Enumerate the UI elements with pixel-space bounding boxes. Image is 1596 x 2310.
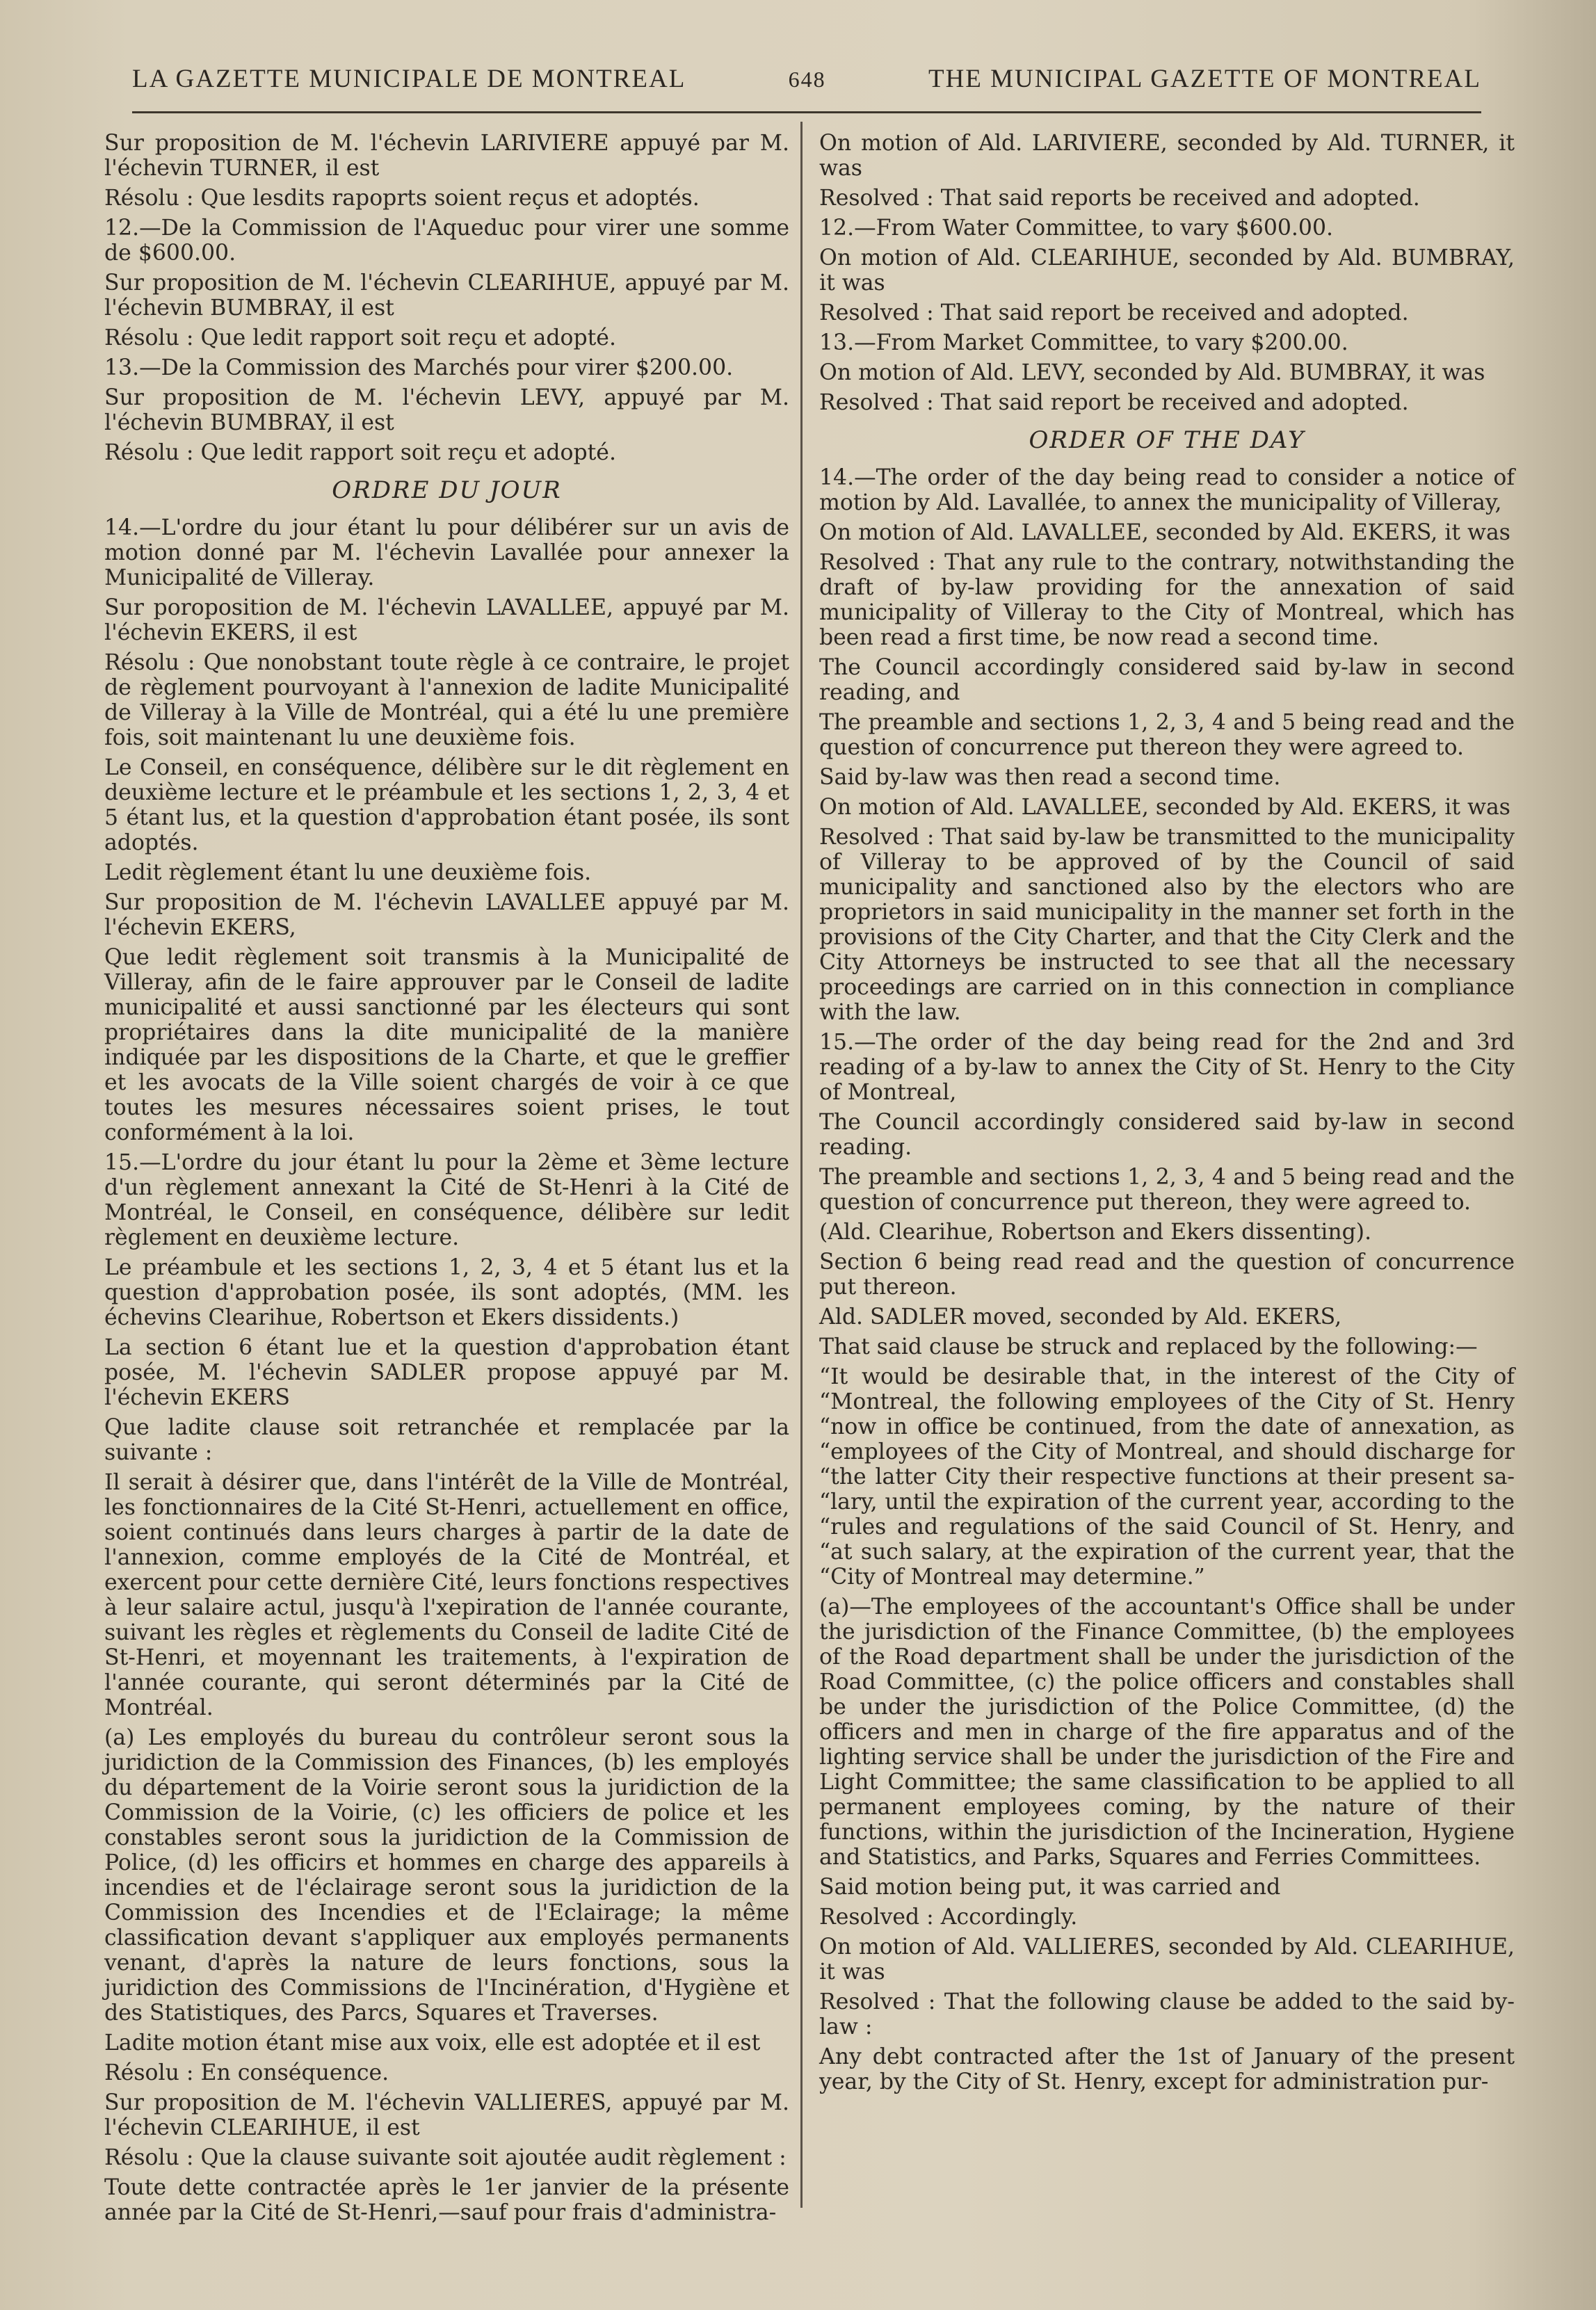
- paragraph: Any debt contracted after the 1st of January of the present year, by the City of St. Henry, except for administration pur-: [819, 2044, 1515, 2094]
- paragraph: The Council accordingly considered said by-law in second reading, and: [819, 655, 1515, 705]
- paragraph: 14.—The order of the day being read to consider a notice of motion by Ald. Lavallée, to annex the municipality of Villeray,: [819, 465, 1515, 515]
- paragraph: Sur proposition de M. l'échevin LARIVIERE appuyé par M. l'échevin TURNER, il est: [104, 131, 789, 181]
- paragraph: 15.—L'ordre du jour étant lu pour la 2ème et 3ème lecture d'un règlement annexant la Cité de St-Henri à la Cité de Montréal, le Conseil, en conséquence, délibère sur ledit règlement en deuxième lecture.: [104, 1150, 789, 1250]
- paragraph: 13.—De la Commission des Marchés pour virer $200.00.: [104, 355, 734, 380]
- paragraph: Sur proposition de M. l'échevin VALLIERES, appuyé par M. l'échevin CLEARIHUE, il est: [104, 2090, 789, 2140]
- column-divider: [800, 122, 803, 2208]
- paragraph: Résolu : En conséquence.: [104, 2060, 389, 2085]
- paragraph: Ald. SADLER moved, seconded by Ald. EKERS,: [819, 1305, 1342, 1330]
- paragraph: “It would be desirable that, in the interest of the City of “Montreal, the following employees of the City of St. Henry “now in office be continued, from the date of annexation, as “employees of the City of Montreal, and should discharge for “the latter City their respective functions at their present sa- “lary, until the expiration of the current year, according to the “rules and regulations of the said Council of St. Henry, and “at such salary, at the expiration of the current year, that the “City of Montreal may determine.”: [819, 1364, 1515, 1590]
- paragraph: Le préambule et les sections 1, 2, 3, 4 et 5 étant lus et la question d'approbation posée, ils sont adoptés, (MM. les échevins Clearihue, Robertson et Ekers dissidents.): [104, 1255, 789, 1330]
- paragraph: Resolved : That the following clause be added to the said by-law :: [819, 1989, 1515, 2040]
- paragraph: Said motion being put, it was carried and: [819, 1875, 1281, 1900]
- page-header: [132, 64, 1481, 113]
- paragraph: 14.—L'ordre du jour étant lu pour délibérer sur un avis de motion donné par M. l'échevin Lavallée pour annexer la Municipalité de Villeray.: [104, 515, 789, 590]
- paragraph: Resolved : That said report be received and adopted.: [819, 300, 1409, 325]
- section-heading: ORDRE DU JOUR: [332, 476, 562, 504]
- paragraph: Resolved : That said by-law be transmitted to the municipality of Villeray to be approved of by the Council of said municipality and sanctioned also by the electors who are proprietors in said municipality in the manner set forth in the provisions of the City Charter, and that the City Clerk and the City Attorneys be instructed to see that all the necessary proceedings are carried on in this connection in compliance with the law.: [819, 825, 1515, 1025]
- paragraph: Resolved : That said report be received and adopted.: [819, 390, 1409, 415]
- paragraph: On motion of Ald. LAVALLEE, seconded by Ald. EKERS, it was: [819, 520, 1510, 545]
- paragraph: Said by-law was then read a second time.: [819, 765, 1281, 790]
- paragraph: Section 6 being read read and the question of concurrence put thereon.: [819, 1250, 1515, 1300]
- paragraph: Le Conseil, en conséquence, délibère sur le dit règlement en deuxième lecture et le préambule et les sections 1, 2, 3, 4 et 5 étant lus, et la question d'approbation étant posée, ils sont adoptés.: [104, 755, 789, 855]
- paragraph: Résolu : Que ledit rapport soit reçu et adopté.: [104, 440, 616, 465]
- header-english-title: THE MUNICIPAL GAZETTE OF MONTREAL: [928, 65, 1481, 93]
- paragraph: Résolu : Que nonobstant toute règle à ce contraire, le projet de règlement pourvoyant à l'annexion de ladite Municipalité de Villeray à la Ville de Montréal, qui a été lu une première fois, soit maintenant lu une deuxième fois.: [104, 650, 789, 750]
- page-number: 648: [788, 67, 826, 92]
- paragraph: The preamble and sections 1, 2, 3, 4 and 5 being read and the question of concurrence put thereon, they were agreed to.: [819, 1165, 1515, 1215]
- paragraph: Sur proposition de M. l'échevin CLEARIHUE, appuyé par M. l'échevin BUMBRAY, il est: [104, 270, 789, 321]
- paragraph: Resolved : That said reports be received and adopted.: [819, 186, 1420, 211]
- paragraph: On motion of Ald. VALLIERES, seconded by Ald. CLEARIHUE, it was: [819, 1935, 1515, 1985]
- paragraph: Résolu : Que ledit rapport soit reçu et adopté.: [104, 325, 616, 350]
- paragraph: Sur poroposition de M. l'échevin LAVALLEE, appuyé par M. l'échevin EKERS, il est: [104, 595, 789, 645]
- paragraph: Que ledit règlement soit transmis à la Municipalité de Villeray, afin de le faire approuver par le Conseil de ladite municipalité et aussi sanctionné par les électeurs qui sont propriétaires dans la dite municipalité de la manière indiquée par les dispositions de la Charte, et que le greffier et les avocats de la Ville soient chargés de voir à ce que toutes les mesures nécessaires soient prises, le tout conformément à la loi.: [104, 945, 789, 1145]
- paragraph: 12.—From Water Committee, to vary $600.00.: [819, 216, 1334, 241]
- paragraph: 15.—The order of the day being read for the 2nd and 3rd reading of a by-law to annex the City of St. Henry to the City of Montreal,: [819, 1030, 1515, 1105]
- paragraph: Résolu : Que la clause suivante soit ajoutée audit règlement :: [104, 2145, 787, 2170]
- french-column: [104, 131, 789, 2230]
- paragraph: Resolved : That any rule to the contrary, notwithstanding the draft of by-law providing for the annexation of said municipality of Villeray to the City of Montreal, which has been read a first time, be now read a second time.: [819, 550, 1515, 650]
- paragraph: Resolved : Accordingly.: [819, 1905, 1078, 1930]
- paragraph: On motion of Ald. CLEARIHUE, seconded by Ald. BUMBRAY, it was: [819, 245, 1515, 296]
- paragraph: Il serait à désirer que, dans l'intérêt de la Ville de Montréal, les fonctionnaires de la Cité St-Henri, actuellement en office, soient continués dans leurs charges à partir de la date de l'annexion, comme employés de la Cité de Montréal, et exercent pour cette dernière Cité, leurs fonctions respectives à leur salaire actul, jusqu'à l'xepiration de l'année courante, suivant les règles et règlements du Conseil de ladite Cité de St-Henri, et moyennant les traitements, à l'expiration de l'année courante, qui seront déterminés par la Cité de Montréal.: [104, 1470, 789, 1720]
- paragraph: (Ald. Clearihue, Robertson and Ekers dissenting).: [819, 1220, 1372, 1245]
- paragraph: The preamble and sections 1, 2, 3, 4 and 5 being read and the question of concurrence put thereon they were agreed to.: [819, 710, 1515, 760]
- header-french-title: LA GAZETTE MUNICIPALE DE MONTREAL: [132, 65, 686, 93]
- paragraph: The Council accordingly considered said by-law in second reading.: [819, 1110, 1515, 1160]
- paragraph: Que ladite clause soit retranchée et remplacée par la suivante :: [104, 1415, 789, 1465]
- paragraph: Résolu : Que lesdits rapoprts soient reçus et adoptés.: [104, 186, 700, 211]
- paragraph: La section 6 étant lue et la question d'approbation étant posée, M. l'échevin SADLER propose appuyé par M. l'échevin EKERS: [104, 1335, 789, 1410]
- paragraph: Ladite motion étant mise aux voix, elle est adoptée et il est: [104, 2030, 761, 2055]
- paragraph: That said clause be struck and replaced by the following:—: [819, 1334, 1478, 1359]
- paragraph: 12.—De la Commission de l'Aqueduc pour virer une somme de $600.00.: [104, 216, 789, 266]
- section-heading: ORDER OF THE DAY: [1029, 426, 1305, 454]
- paragraph: 13.—From Market Committee, to vary $200.00.: [819, 330, 1348, 355]
- paragraph: On motion of Ald. LARIVIERE, seconded by Ald. TURNER, it was: [819, 131, 1515, 181]
- paragraph: (a) Les employés du bureau du contrôleur seront sous la juridiction de la Commission des Finances, (b) les employés du département de la Voirie seront sous la juridiction de la Commission de la Voirie, (c) les officiers de police et les constables seront sous la juridiction de la Commission de Police, (d) les officirs et hommes en charge des appareils à incendies et de l'éclairage seront sous la juridiction de la Commission des Incendies et de l'Eclairage; la même classification devant s'appliquer aux employés permanents venant, d'après la nature de leurs fonctions, sous la juridiction des Commissions de l'Incinération, d'Hygiène et des Statistiques, des Parcs, Squares et Traverses.: [104, 1725, 789, 2026]
- paragraph: Ledit règlement étant lu une deuxième fois.: [104, 860, 592, 885]
- paragraph: Sur proposition de M. l'échevin LAVALLEE appuyé par M. l'échevin EKERS,: [104, 890, 789, 940]
- paragraph: (a)—The employees of the accountant's Office shall be under the jurisdiction of the Finance Committee, (b) the employees of the Road department shall be under the jurisdiction of the Road Committee, (c) the police officers and constables shall be under the jurisdiction of the Police Committee, (d) the officers and men in charge of the fire apparatus and of the lighting service shall be under the jurisdiction of the Fire and Light Committee; the same classification to be applied to all permanent employees coming, by the nature of their functions, within the jurisdiction of the Incineration, Hygiene and Statistics, and Parks, Squares and Ferries Committees.: [819, 1594, 1515, 1870]
- paragraph: Sur proposition de M. l'échevin LEVY, appuyé par M. l'échevin BUMBRAY, il est: [104, 385, 789, 435]
- paragraph: On motion of Ald. LEVY, seconded by Ald. BUMBRAY, it was: [819, 360, 1485, 385]
- paragraph: Toute dette contractée après le 1er janvier de la présente année par la Cité de St-Henri,—sauf pour frais d'administra-: [104, 2175, 789, 2225]
- paragraph: On motion of Ald. LAVALLEE, seconded by Ald. EKERS, it was: [819, 795, 1510, 820]
- english-column: [819, 131, 1515, 2099]
